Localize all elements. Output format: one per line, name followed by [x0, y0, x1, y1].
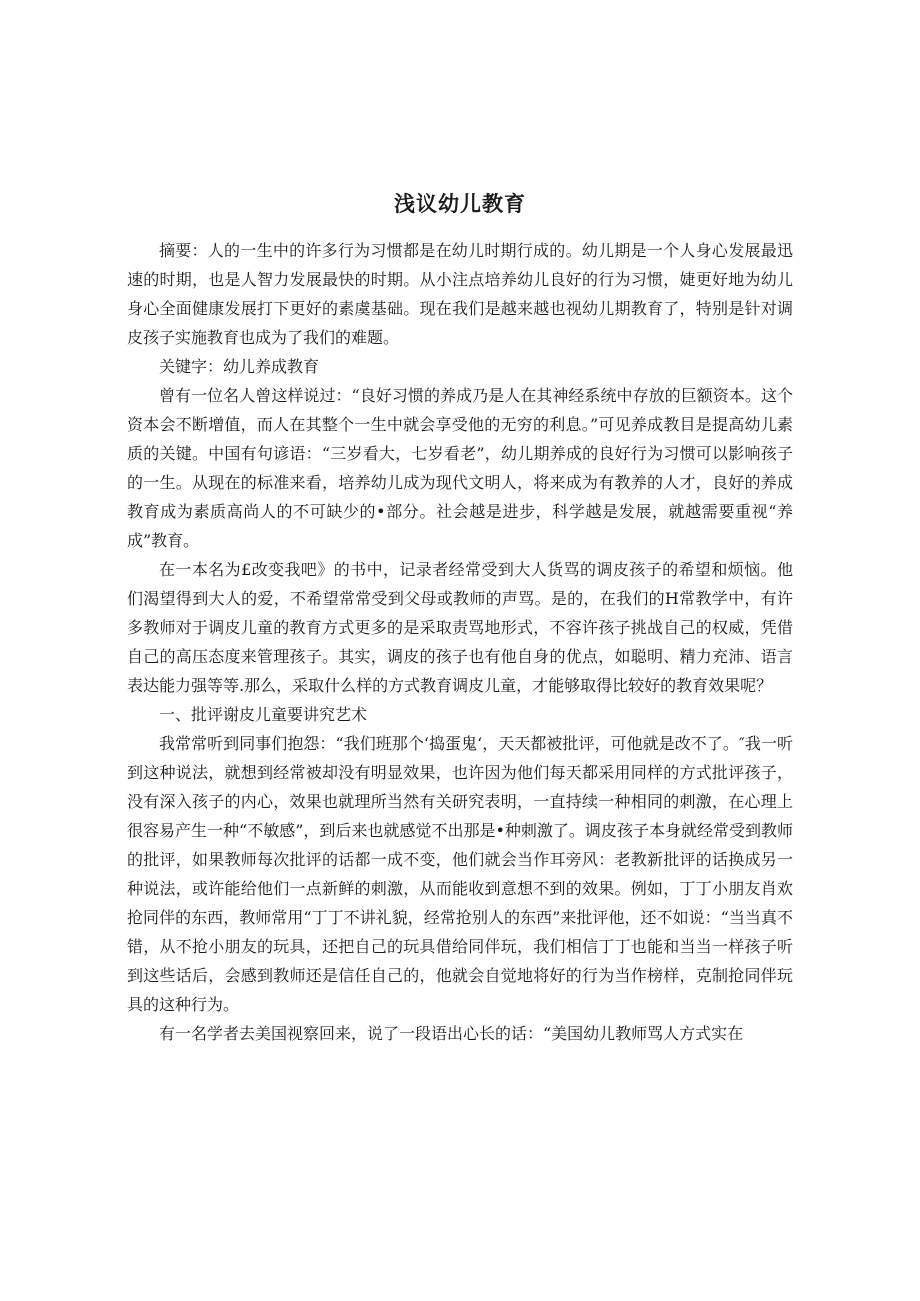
body-paragraph: 有一名学者去美国视察回来，说了一段语出心长的话：“美国幼儿教师骂人方式实在 — [159, 1024, 744, 1043]
section-heading: 一、批评谢皮儿童要讲究艺术 — [159, 705, 368, 724]
body-paragraph: 我常常听到同事们抱怨：“我们班那个‘捣蛋鬼‘，天天都被批评，可他就是改不了。″我一听到这种说法，就想到经常被却没有明显效果，也许因为他们每天都采用同样的方式批评孩子，没有深入孩子的内心，效果也就理所当然有关研究表明，一直持续一种相同的刺激，在心理上很容易产生一种“不敏感”，到后来也就感觉不出那是•种刺激了。调皮孩子本身就经常受到教师的批评，如果教师每次批评的话都一成不变，他们就会当作耳旁风：老教新批评的话换成另一种说法，或许能给他们一点新鲜的刺激，从而能收到意想不到的效果。例如，丁丁小朋友肖欢抢同伴的东西，教师常用“丁丁不讲礼貌，经常抢别人的东西”来批评他，还不如说：“当当真不错，从不抢小朋友的玩具，还把自己的玩具借给同伴玩，我们相信丁丁也能和当当一样孩子听到这些话后，会感到教师还是信任自己的，他就会自觉地将好的行为当作榜样，克制抢同伴玩具的这种行为。 — [127, 734, 793, 1014]
body-paragraph: 在一本名为£改变我吧》的书中，记录者经常受到大人货骂的调皮孩子的希望和烦恼。他们渴望得到大人的爱，不希望常常受到父母或教师的声骂。是的，在我们的H常教学中，有许多教师对于调皮儿童的教育方式更多的是采取责骂地形式，不容许孩子挑战自己的权威，凭借自己的高压态度来管理孩子。其实，调皮的孩子也有他自身的优点，如聪明、精力充沛、语言表达能力强等等.那么，采取什么样的方式教育调皮儿童，才能够取得比较好的教育效果呢？ — [127, 560, 793, 695]
abstract-paragraph: 摘要：人的一生中的许多行为习惯都是在幼儿时期行成的。幼儿期是一个人身心发展最迅速的时期，也是人智力发展最快的时期。从小注点培养幼儿良好的行为习惯，婕更好地为幼儿身心全面健康发展打下更好的素虞基础。现在我们是越来越也视幼儿期教育了，特别是针对调皮孩子实施教育也成为了我们的难题。 — [127, 241, 793, 347]
keywords-paragraph: 关键字：幼儿养成教育 — [159, 357, 320, 376]
body-paragraph: 曾有一位名人曾这样说过：“良好习惯的养成乃是人在其神经系统中存放的巨额资本。这个资本会不断增值，而人在其整个一生中就会享受他的无穷的利息。”可见养成教目是提高幼儿素质的关键。中国有句谚语：“三岁看大，七岁看老”，幼儿期养成的良好行为习惯可以影响孩子的一生。从现在的标准来看，培养幼儿成为现代文明人，将来成为有教养的人才，良好的养成教育成为素质高尚人的不可缺少的•部分。社会越是进步，科学越是发展，就越需要重视“养成”教育。 — [127, 386, 793, 550]
document-body — [127, 236, 793, 1048]
document-title: 浅议幼儿教育 — [394, 191, 526, 217]
